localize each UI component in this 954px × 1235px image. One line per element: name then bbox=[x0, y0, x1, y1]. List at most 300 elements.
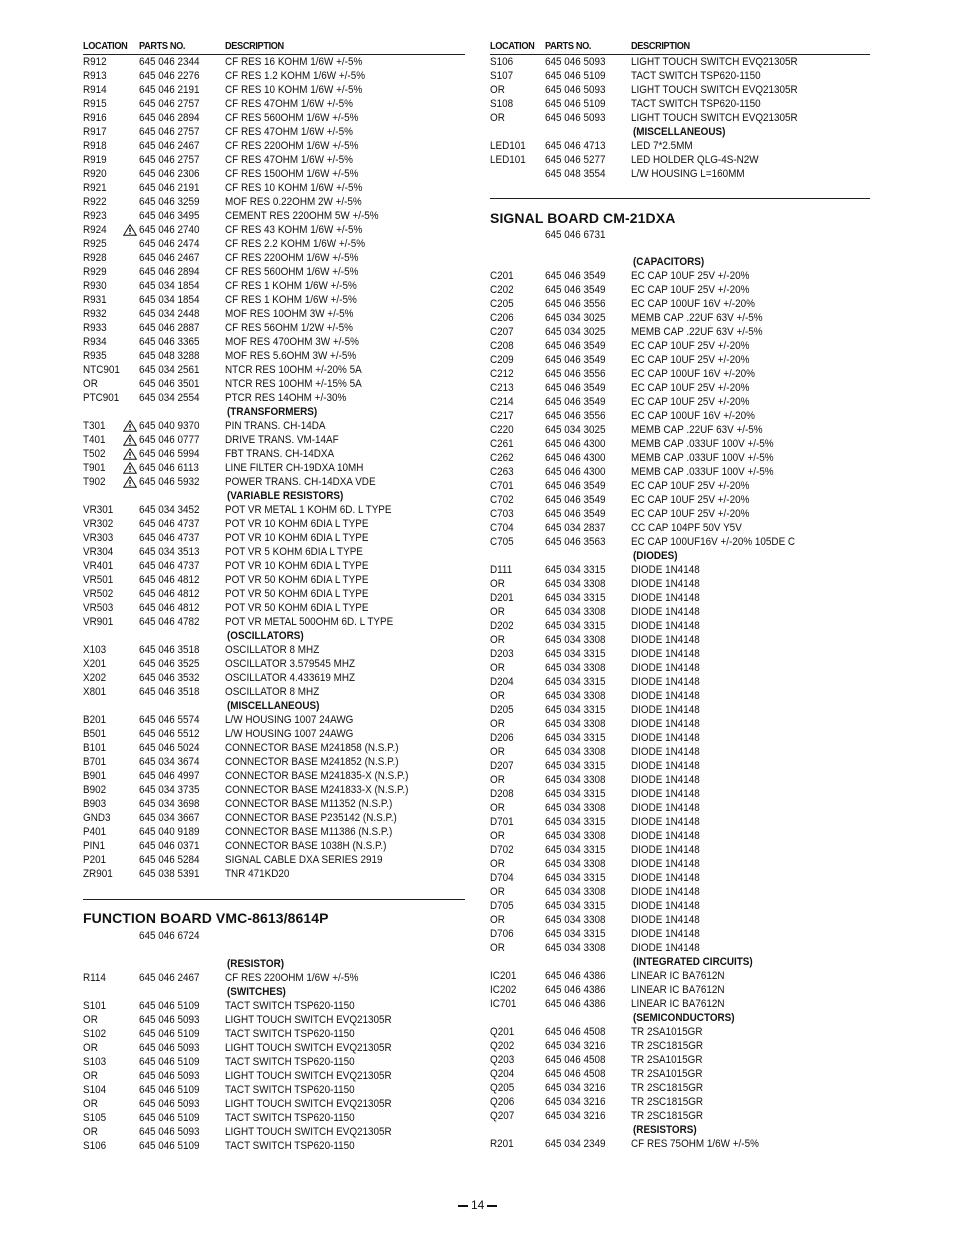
part-number-cell: 645 034 3308 bbox=[545, 718, 606, 730]
part-number-cell: 645 046 4812 bbox=[139, 602, 200, 614]
part-row bbox=[83, 531, 465, 545]
part-number-cell: 645 046 4300 bbox=[545, 466, 606, 478]
description-cell: OSCILLATOR 4.433619 MHZ bbox=[225, 672, 356, 684]
description-cell: DRIVE TRANS. VM-14AF bbox=[225, 434, 339, 446]
part-number-cell: 645 046 3549 bbox=[545, 284, 606, 296]
location-cell: B101 bbox=[83, 742, 107, 754]
category-label: (RESISTORS) bbox=[633, 1124, 697, 1136]
category-label: (MISCELLANEOUS) bbox=[633, 126, 726, 138]
location-cell: D702 bbox=[490, 844, 514, 856]
part-number-cell: 645 034 3315 bbox=[545, 564, 606, 576]
location-cell: VR301 bbox=[83, 504, 114, 516]
description-cell: DIODE 1N4148 bbox=[631, 620, 700, 632]
description-cell: MEMB CAP .22UF 63V +/-5% bbox=[631, 326, 763, 338]
part-number-cell: 645 034 3216 bbox=[545, 1040, 606, 1052]
part-row bbox=[490, 591, 870, 605]
part-number-cell: 645 046 3556 bbox=[545, 298, 606, 310]
part-number-cell: 645 034 3308 bbox=[545, 746, 606, 758]
part-number-cell: 645 046 3549 bbox=[545, 354, 606, 366]
part-row bbox=[83, 839, 465, 853]
description-cell: LIGHT TOUCH SWITCH EVQ21305R bbox=[225, 1098, 392, 1110]
location-cell: X801 bbox=[83, 686, 107, 698]
description-cell: CONNECTOR BASE 1038H (N.S.P.) bbox=[225, 840, 387, 852]
part-row bbox=[83, 1013, 465, 1027]
warning-triangle-icon bbox=[123, 434, 137, 446]
location-cell: C205 bbox=[490, 298, 514, 310]
description-cell: CONNECTOR BASE P235142 (N.S.P.) bbox=[225, 812, 397, 824]
location-cell: R919 bbox=[83, 154, 107, 166]
part-number-cell: 645 034 3308 bbox=[545, 774, 606, 786]
part-row bbox=[490, 437, 870, 451]
function-board-list bbox=[83, 957, 465, 1153]
description-cell: CF RES 1 KOHM 1/6W +/-5% bbox=[225, 294, 357, 306]
description-cell: DIODE 1N4148 bbox=[631, 788, 700, 800]
location-cell: VR503 bbox=[83, 602, 114, 614]
description-cell: CF RES 1 KOHM 1/6W +/-5% bbox=[225, 280, 357, 292]
part-number-cell: 645 034 3308 bbox=[545, 914, 606, 926]
warning-triangle-icon bbox=[123, 448, 137, 460]
part-number-cell: 645 046 3501 bbox=[139, 378, 200, 390]
location-cell: OR bbox=[490, 886, 505, 898]
part-row bbox=[490, 759, 870, 773]
location-cell: OR bbox=[490, 802, 505, 814]
description-cell: OSCILLATOR 3.579545 MHZ bbox=[225, 658, 356, 670]
part-number-cell: 645 034 3315 bbox=[545, 816, 606, 828]
description-cell: CF RES 220OHM 1/6W +/-5% bbox=[225, 252, 359, 264]
part-number-cell: 645 046 4508 bbox=[545, 1026, 606, 1038]
header-location: LOCATION bbox=[83, 41, 128, 52]
description-cell: LIGHT TOUCH SWITCH EVQ21305R bbox=[225, 1126, 392, 1138]
part-number-cell: 645 034 3308 bbox=[545, 886, 606, 898]
part-row bbox=[490, 367, 870, 381]
part-row bbox=[83, 377, 465, 391]
part-number-cell: 645 046 4300 bbox=[545, 438, 606, 450]
part-number-cell: 645 046 4386 bbox=[545, 998, 606, 1010]
part-number-cell: 645 046 5093 bbox=[139, 1098, 200, 1110]
location-cell: B903 bbox=[83, 798, 107, 810]
page-number bbox=[455, 1198, 500, 1212]
description-cell: MOF RES 0.22OHM 2W +/-5% bbox=[225, 196, 362, 208]
category-heading bbox=[83, 957, 465, 971]
description-cell: DIODE 1N4148 bbox=[631, 914, 700, 926]
part-number-cell: 645 046 3549 bbox=[545, 340, 606, 352]
part-number-cell: 645 046 4300 bbox=[545, 452, 606, 464]
part-number-cell: 645 034 2554 bbox=[139, 392, 200, 404]
location-cell: S103 bbox=[83, 1056, 107, 1068]
location-cell: OR bbox=[490, 84, 505, 96]
part-number-cell: 645 046 3549 bbox=[545, 494, 606, 506]
part-row bbox=[83, 195, 465, 209]
part-row bbox=[83, 83, 465, 97]
description-cell: DIODE 1N4148 bbox=[631, 872, 700, 884]
description-cell: TR 2SA1015GR bbox=[631, 1054, 703, 1066]
part-number-cell: 645 034 3216 bbox=[545, 1096, 606, 1108]
part-number-cell: 645 046 0371 bbox=[139, 840, 200, 852]
section-divider bbox=[83, 899, 465, 900]
location-cell: R913 bbox=[83, 70, 107, 82]
description-cell: FBT TRANS. CH-14DXA bbox=[225, 448, 335, 460]
part-number-cell: 645 046 5093 bbox=[545, 112, 606, 124]
part-row bbox=[83, 657, 465, 671]
part-number-cell: 645 034 3452 bbox=[139, 504, 200, 516]
description-cell: DIODE 1N4148 bbox=[631, 816, 700, 828]
location-cell: LED101 bbox=[490, 154, 526, 166]
description-cell: DIODE 1N4148 bbox=[631, 592, 700, 604]
description-cell: CONNECTOR BASE M241833-X (N.S.P.) bbox=[225, 784, 409, 796]
part-row bbox=[490, 563, 870, 577]
part-row bbox=[490, 409, 870, 423]
description-cell: LIGHT TOUCH SWITCH EVQ21305R bbox=[225, 1014, 392, 1026]
part-number-cell: 645 046 3549 bbox=[545, 396, 606, 408]
description-cell: DIODE 1N4148 bbox=[631, 564, 700, 576]
description-cell: DIODE 1N4148 bbox=[631, 690, 700, 702]
part-row bbox=[83, 391, 465, 405]
location-cell: D208 bbox=[490, 788, 514, 800]
description-cell: CF RES 47OHM 1/6W +/-5% bbox=[225, 154, 353, 166]
part-row bbox=[83, 1083, 465, 1097]
description-cell: TACT SWITCH TSP620-1150 bbox=[225, 1056, 355, 1068]
location-cell: S101 bbox=[83, 1000, 107, 1012]
part-number-cell: 645 046 5512 bbox=[139, 728, 200, 740]
location-cell: R114 bbox=[83, 972, 106, 984]
description-cell: EC CAP 10UF 25V +/-20% bbox=[631, 382, 750, 394]
location-cell: R935 bbox=[83, 350, 107, 362]
description-cell: DIODE 1N4148 bbox=[631, 648, 700, 660]
part-number-cell: 645 034 3513 bbox=[139, 546, 200, 558]
description-cell: CF RES 75OHM 1/6W +/-5% bbox=[631, 1138, 759, 1150]
description-cell: POT VR 50 KOHM 6DIA L TYPE bbox=[225, 602, 369, 614]
left-main-list bbox=[83, 55, 465, 881]
part-number-cell: 645 046 3532 bbox=[139, 672, 200, 684]
part-row bbox=[83, 587, 465, 601]
part-row bbox=[83, 1111, 465, 1125]
part-row bbox=[490, 983, 870, 997]
part-row bbox=[490, 773, 870, 787]
location-cell: OR bbox=[490, 634, 505, 646]
location-cell: C217 bbox=[490, 410, 514, 422]
location-cell: Q203 bbox=[490, 1054, 515, 1066]
part-number-cell: 645 046 5093 bbox=[139, 1014, 200, 1026]
description-cell: POWER TRANS. CH-14DXA VDE bbox=[225, 476, 376, 488]
location-cell: R922 bbox=[83, 196, 107, 208]
category-heading bbox=[490, 549, 870, 563]
description-cell: NTCR RES 10OHM +/-15% 5A bbox=[225, 378, 362, 390]
part-number-cell: 645 046 2467 bbox=[139, 140, 200, 152]
part-row bbox=[83, 139, 465, 153]
part-number-cell: 645 046 5574 bbox=[139, 714, 200, 726]
warning-triangle-icon bbox=[123, 420, 137, 432]
part-row bbox=[490, 1067, 870, 1081]
part-number-cell: 645 040 9370 bbox=[139, 420, 200, 432]
location-cell: D701 bbox=[490, 816, 514, 828]
part-number-cell: 645 038 5391 bbox=[139, 868, 200, 880]
location-cell: VR304 bbox=[83, 546, 114, 558]
part-row bbox=[490, 997, 870, 1011]
category-heading bbox=[83, 985, 465, 999]
part-number-cell: 645 046 2740 bbox=[139, 224, 200, 236]
part-number-cell: 645 046 3556 bbox=[545, 410, 606, 422]
location-cell: R914 bbox=[83, 84, 107, 96]
description-cell: DIODE 1N4148 bbox=[631, 746, 700, 758]
part-row bbox=[83, 1055, 465, 1069]
header-parts-no: PARTS NO. bbox=[139, 41, 186, 52]
part-row bbox=[83, 475, 465, 489]
location-cell: R916 bbox=[83, 112, 107, 124]
part-row bbox=[490, 829, 870, 843]
location-cell: Q206 bbox=[490, 1096, 515, 1108]
part-number-cell: 645 046 3518 bbox=[139, 686, 200, 698]
part-number-cell: 645 034 3315 bbox=[545, 648, 606, 660]
part-number-cell: 645 034 3308 bbox=[545, 802, 606, 814]
part-row bbox=[83, 461, 465, 475]
location-cell: OR bbox=[490, 858, 505, 870]
part-number-cell: 645 046 5109 bbox=[545, 98, 606, 110]
part-row bbox=[83, 293, 465, 307]
part-number-cell: 645 034 1854 bbox=[139, 294, 200, 306]
part-row bbox=[83, 55, 465, 69]
part-row bbox=[490, 339, 870, 353]
description-cell: MEMB CAP .22UF 63V +/-5% bbox=[631, 312, 763, 324]
part-row bbox=[490, 1053, 870, 1067]
part-row bbox=[490, 69, 870, 83]
location-cell: OR bbox=[490, 830, 505, 842]
part-number-cell: 645 046 2467 bbox=[139, 252, 200, 264]
category-label: (INTEGRATED CIRCUITS) bbox=[633, 956, 753, 968]
part-number-cell: 645 046 5994 bbox=[139, 448, 200, 460]
location-cell: S104 bbox=[83, 1084, 107, 1096]
part-row bbox=[83, 1041, 465, 1055]
location-cell: D704 bbox=[490, 872, 514, 884]
part-row bbox=[490, 619, 870, 633]
location-cell: LED101 bbox=[490, 140, 526, 152]
part-number-cell: 645 046 5093 bbox=[545, 84, 606, 96]
description-cell: DIODE 1N4148 bbox=[631, 662, 700, 674]
description-cell: MEMB CAP .033UF 100V +/-5% bbox=[631, 438, 774, 450]
part-number-cell: 645 034 3216 bbox=[545, 1110, 606, 1122]
location-cell: D207 bbox=[490, 760, 514, 772]
category-heading bbox=[490, 1011, 870, 1025]
description-cell: EC CAP 10UF 25V +/-20% bbox=[631, 508, 750, 520]
location-cell: D206 bbox=[490, 732, 514, 744]
part-number-cell: 645 046 5024 bbox=[139, 742, 200, 754]
description-cell: DIODE 1N4148 bbox=[631, 718, 700, 730]
part-number-cell: 645 046 2191 bbox=[139, 182, 200, 194]
description-cell: CF RES 220OHM 1/6W +/-5% bbox=[225, 140, 359, 152]
part-number-cell: 645 046 5109 bbox=[139, 1112, 200, 1124]
part-row bbox=[83, 307, 465, 321]
location-cell: D205 bbox=[490, 704, 514, 716]
part-row bbox=[490, 577, 870, 591]
description-cell: CONNECTOR BASE M241835-X (N.S.P.) bbox=[225, 770, 409, 782]
category-label: (CAPACITORS) bbox=[633, 256, 705, 268]
description-cell: CF RES 10 KOHM 1/6W +/-5% bbox=[225, 182, 363, 194]
description-cell: LIGHT TOUCH SWITCH EVQ21305R bbox=[631, 56, 798, 68]
part-row bbox=[490, 493, 870, 507]
part-number-cell: 645 034 3674 bbox=[139, 756, 200, 768]
part-number-cell: 645 048 3288 bbox=[139, 350, 200, 362]
location-cell: R920 bbox=[83, 168, 107, 180]
part-number-cell: 645 034 2837 bbox=[545, 522, 606, 534]
location-cell: B902 bbox=[83, 784, 107, 796]
location-cell: C207 bbox=[490, 326, 514, 338]
part-number-cell: 645 034 3315 bbox=[545, 732, 606, 744]
location-cell: ZR901 bbox=[83, 868, 113, 880]
location-cell: R201 bbox=[490, 1138, 514, 1150]
part-number-cell: 645 046 4386 bbox=[545, 984, 606, 996]
description-cell: OSCILLATOR 8 MHZ bbox=[225, 686, 320, 698]
location-cell: C262 bbox=[490, 452, 514, 464]
part-row bbox=[83, 251, 465, 265]
part-row bbox=[83, 517, 465, 531]
description-cell: CF RES 43 KOHM 1/6W +/-5% bbox=[225, 224, 363, 236]
description-cell: EC CAP 10UF 25V +/-20% bbox=[631, 270, 750, 282]
part-number-cell: 645 046 2887 bbox=[139, 322, 200, 334]
part-number-cell: 645 046 2757 bbox=[139, 126, 200, 138]
description-cell: LINEAR IC BA7612N bbox=[631, 998, 725, 1010]
description-cell: POT VR 5 KOHM 6DIA L TYPE bbox=[225, 546, 363, 558]
location-cell: OR bbox=[490, 942, 505, 954]
part-row bbox=[490, 465, 870, 479]
description-cell: DIODE 1N4148 bbox=[631, 844, 700, 856]
part-row bbox=[83, 545, 465, 559]
header-parts-no: PARTS NO. bbox=[545, 41, 592, 52]
description-cell: TACT SWITCH TSP620-1150 bbox=[225, 1084, 355, 1096]
location-cell: C701 bbox=[490, 480, 514, 492]
left-column bbox=[83, 40, 465, 881]
location-cell: C261 bbox=[490, 438, 514, 450]
part-row bbox=[83, 727, 465, 741]
description-cell: MOF RES 470OHM 3W +/-5% bbox=[225, 336, 359, 348]
part-number-cell: 645 046 2757 bbox=[139, 154, 200, 166]
location-cell: S105 bbox=[83, 1112, 107, 1124]
location-cell: R918 bbox=[83, 140, 107, 152]
location-cell: OR bbox=[490, 774, 505, 786]
location-cell: OR bbox=[490, 746, 505, 758]
part-row bbox=[490, 479, 870, 493]
part-row bbox=[83, 671, 465, 685]
part-number-cell: 645 046 4782 bbox=[139, 616, 200, 628]
location-cell: B701 bbox=[83, 756, 107, 768]
location-cell: C263 bbox=[490, 466, 514, 478]
part-number-cell: 645 034 3308 bbox=[545, 690, 606, 702]
description-cell: DIODE 1N4148 bbox=[631, 732, 700, 744]
part-number-cell: 645 046 5109 bbox=[139, 1084, 200, 1096]
part-number-cell: 645 034 2561 bbox=[139, 364, 200, 376]
part-row bbox=[83, 503, 465, 517]
part-row bbox=[490, 111, 870, 125]
part-number-cell: 645 034 3315 bbox=[545, 592, 606, 604]
description-cell: CF RES 10 KOHM 1/6W +/-5% bbox=[225, 84, 363, 96]
part-row bbox=[490, 745, 870, 759]
part-number-cell: 645 034 3308 bbox=[545, 830, 606, 842]
description-cell: CONNECTOR BASE M11386 (N.S.P.) bbox=[225, 826, 393, 838]
part-row bbox=[490, 283, 870, 297]
part-row bbox=[83, 279, 465, 293]
description-cell: DIODE 1N4148 bbox=[631, 760, 700, 772]
description-cell: CONNECTOR BASE M241852 (N.S.P.) bbox=[225, 756, 399, 768]
part-row bbox=[83, 321, 465, 335]
description-cell: TACT SWITCH TSP620-1150 bbox=[631, 70, 761, 82]
description-cell: EC CAP 100UF 16V +/-20% bbox=[631, 368, 755, 380]
part-number-cell: 645 034 3667 bbox=[139, 812, 200, 824]
part-number-cell: 645 034 3308 bbox=[545, 858, 606, 870]
part-number-cell: 645 034 3735 bbox=[139, 784, 200, 796]
description-cell: DIODE 1N4148 bbox=[631, 830, 700, 842]
description-cell: TR 2SA1015GR bbox=[631, 1026, 703, 1038]
description-cell: DIODE 1N4148 bbox=[631, 802, 700, 814]
description-cell: POT VR 50 KOHM 6DIA L TYPE bbox=[225, 588, 369, 600]
part-number-cell: 645 046 5093 bbox=[139, 1070, 200, 1082]
category-heading bbox=[490, 125, 870, 139]
location-cell: C213 bbox=[490, 382, 514, 394]
location-cell: T401 bbox=[83, 434, 106, 446]
part-number-cell: 645 046 3518 bbox=[139, 644, 200, 656]
location-cell: D204 bbox=[490, 676, 514, 688]
description-cell: POT VR 50 KOHM 6DIA L TYPE bbox=[225, 574, 369, 586]
description-cell: TNR 471KD20 bbox=[225, 868, 290, 880]
location-cell: R917 bbox=[83, 126, 107, 138]
part-row bbox=[490, 311, 870, 325]
part-row bbox=[83, 153, 465, 167]
description-cell: TACT SWITCH TSP620-1150 bbox=[225, 1028, 355, 1040]
description-cell: POT VR METAL 500OHM 6D. L TYPE bbox=[225, 616, 394, 628]
part-number-cell: 645 034 3308 bbox=[545, 606, 606, 618]
description-cell: DIODE 1N4148 bbox=[631, 886, 700, 898]
part-row bbox=[83, 349, 465, 363]
location-cell: S108 bbox=[490, 98, 514, 110]
location-cell: OR bbox=[490, 662, 505, 674]
part-number-cell: 645 034 3315 bbox=[545, 900, 606, 912]
part-row bbox=[490, 913, 870, 927]
location-cell: R925 bbox=[83, 238, 107, 250]
part-row bbox=[83, 999, 465, 1013]
part-number-cell: 645 034 3315 bbox=[545, 788, 606, 800]
location-cell: T301 bbox=[83, 420, 106, 432]
part-number-cell: 645 046 3549 bbox=[545, 270, 606, 282]
part-row bbox=[490, 139, 870, 153]
part-number-cell: 645 046 2894 bbox=[139, 266, 200, 278]
part-row bbox=[83, 111, 465, 125]
part-row bbox=[490, 1081, 870, 1095]
location-cell: R929 bbox=[83, 266, 107, 278]
location-cell: VR901 bbox=[83, 616, 114, 628]
part-row bbox=[490, 1039, 870, 1053]
description-cell: DIODE 1N4148 bbox=[631, 634, 700, 646]
location-cell: VR303 bbox=[83, 532, 114, 544]
description-cell: EC CAP 10UF 25V +/-20% bbox=[631, 340, 750, 352]
part-number-cell: 645 046 6113 bbox=[139, 462, 199, 474]
category-label: (RESISTOR) bbox=[227, 958, 285, 970]
location-cell: D706 bbox=[490, 928, 514, 940]
description-cell: CF RES 560OHM 1/6W +/-5% bbox=[225, 112, 359, 124]
location-cell: B501 bbox=[83, 728, 107, 740]
part-row bbox=[490, 787, 870, 801]
description-cell: DIODE 1N4148 bbox=[631, 900, 700, 912]
part-number-cell: 645 046 2344 bbox=[139, 56, 200, 68]
part-number-cell: 645 046 5932 bbox=[139, 476, 200, 488]
location-cell: Q204 bbox=[490, 1068, 515, 1080]
category-label: (MISCELLANEOUS) bbox=[227, 700, 320, 712]
part-row bbox=[83, 1027, 465, 1041]
part-row bbox=[83, 573, 465, 587]
part-number-cell: 645 034 3216 bbox=[545, 1082, 606, 1094]
part-row bbox=[490, 83, 870, 97]
part-number-cell: 645 046 4737 bbox=[139, 560, 200, 572]
part-number-cell: 645 046 5109 bbox=[139, 1028, 200, 1040]
part-number-cell: 645 046 2467 bbox=[139, 972, 200, 984]
part-row bbox=[83, 867, 465, 881]
description-cell: LIGHT TOUCH SWITCH EVQ21305R bbox=[631, 112, 798, 124]
